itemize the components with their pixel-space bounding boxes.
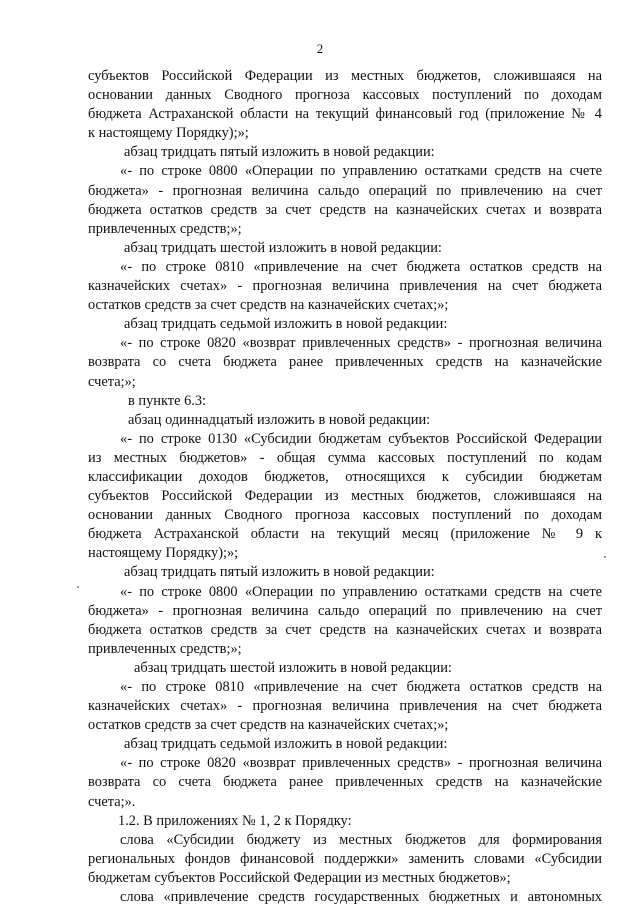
text-line: «- по строке 0820 «возврат привлеченных средств» - прогнозная величина [120,755,602,772]
text-line: в пункте 6.3: [128,392,207,409]
text-line: абзац тридцать шестой изложить в новой редакции: [124,239,442,256]
text-line: слова «Субсидии бюджету из местных бюджетов для формирования [120,831,602,848]
text-line: бюджета Астраханской области на текущий месяц (приложение № 9 к [88,526,602,543]
text-line: бюджета» - прогнозная величина сальдо операций по привлечению на счет [88,602,602,619]
text-line: бюджета Астраханской области на текущий финансовый год (приложение № 4 [88,106,602,123]
text-line: абзац тридцать седьмой изложить в новой редакции: [124,736,448,753]
text-line: возврата со счета бюджета ранее привлеченных средств на казначейские [88,354,602,371]
text-line: «- по строке 0810 «привлечение на счет бюджета остатков средств на [120,258,602,275]
text-line: настоящему Порядку);»; [88,545,239,562]
text-line: из местных бюджетов» - общая сумма кассовых поступлений по кодам [88,449,602,466]
text-line: «- по строке 0810 «привлечение на счет бюджета остатков средств на [120,679,602,695]
text-line: 1.2. В приложениях № 1, 2 к Порядку: [118,812,352,829]
text-line: «- по строке 0130 «Субсидии бюджетам субъектов Российской Федерации [120,430,602,447]
text-line: абзац одиннадцатый изложить в новой редакции: [128,411,431,428]
margin-speck [604,556,606,558]
text-line: региональных фондов финансовой поддержки» заменить словами «Субсидии [88,850,602,867]
text-line: казначейских счетах» - прогнозная величина привлечения на счет бюджета [88,698,602,715]
text-line: основании данных Сводного прогноза кассовых поступлений по доходам [88,87,602,104]
text-line: бюджетам субъектов Российской Федерации из местных бюджетов»; [88,869,511,886]
text-line: субъектов Российской Федерации из местных бюджетов, сложившаяся на [88,68,602,84]
text-line: основании данных Сводного прогноза кассовых поступлений по доходам [88,507,602,524]
text-line: остатков средств за счет средств на казначейских счетах;»; [88,717,449,734]
text-line: бюджета остатков средств за счет средств на казначейских счетах и возврата [88,621,602,638]
text-line: бюджета» - прогнозная величина сальдо операций по привлечению на счет [88,182,602,199]
text-line: возврата со счета бюджета ранее привлеченных средств на казначейские [88,774,602,791]
text-line: субъектов Российской Федерации из местных бюджетов, сложившаяся на [88,488,602,505]
text-line: к настоящему Порядку);»; [88,125,249,142]
text-line: остатков средств за счет средств на казначейских счетах;»; [88,297,449,314]
text-line: «- по строке 0800 «Операции по управлению остатками средств на счете [120,583,602,600]
text-line: счета;». [88,793,136,810]
text-line: классификации доходов бюджетов, относящихся к субсидии бюджетам [88,468,602,485]
text-line: абзац тридцать шестой изложить в новой редакции: [134,659,452,676]
text-line: «- по строке 0820 «возврат привлеченных средств» - прогнозная величина [120,335,602,352]
text-line: привлеченных средств;»; [88,220,242,237]
document-body [88,67,602,907]
text-line: абзац тридцать седьмой изложить в новой редакции: [124,316,448,333]
text-line: абзац тридцать пятый изложить в новой редакции: [124,564,435,581]
text-line: казначейских счетах» - прогнозная величина привлечения на счет бюджета [88,278,602,295]
text-line: бюджета остатков средств за счет средств на казначейских счетах и возврата [88,201,602,218]
text-line: слова «привлечение средств государственных бюджетных и автономных [120,889,602,906]
text-line: абзац тридцать пятый изложить в новой редакции: [124,144,435,161]
text-line: счета;»; [88,373,136,390]
text-line: «- по строке 0800 «Операции по управлению остатками средств на счете [120,163,602,180]
text-line: привлеченных средств;»; [88,640,242,657]
margin-speck [77,586,79,588]
page-number: 2 [316,41,324,56]
